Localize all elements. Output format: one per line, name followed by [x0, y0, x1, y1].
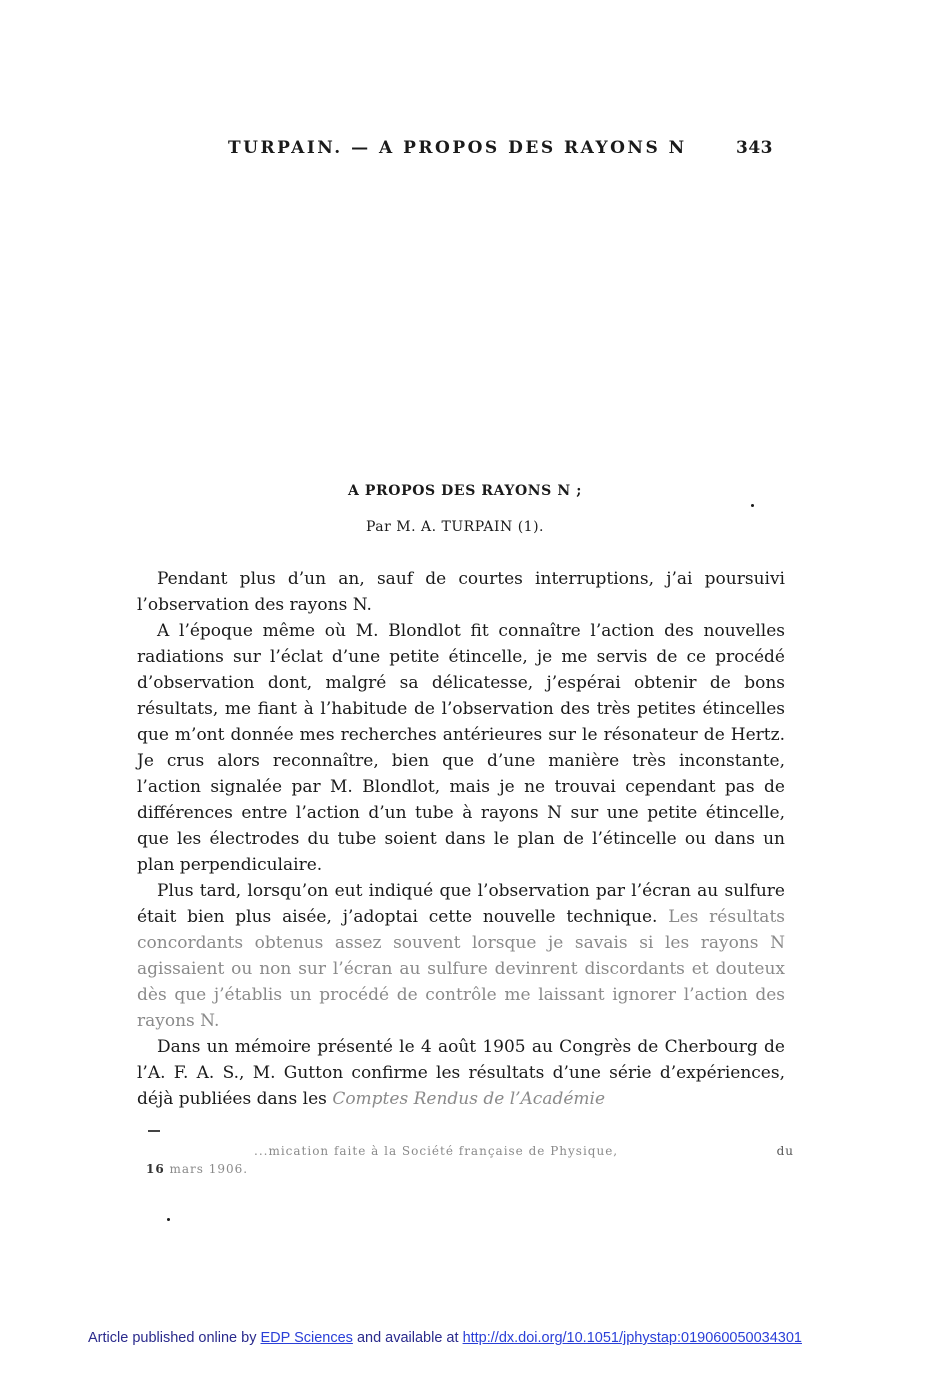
article-title: A PROPOS DES RAYONS N ;	[347, 483, 582, 499]
author-byline: Par M. A. TURPAIN	[366, 519, 513, 535]
footnote	[146, 1142, 794, 1178]
footnote-rule	[148, 1130, 160, 1132]
paragraph-2: A l’époque même où M. Blondlot fit connaître l’action des nouvelles radiations sur l’éclat d’une petite étincelle, je me servis de ce procédé d’observation dont, malgré sa délicatesse, j’espérai obtenir de bons résultats, me fiant à l’habitude de l’observation des très petites étincelles que m’ont donnée mes recherches antérieures sur le résonateur de Hertz. Je crus alors reconnaître, bien que d’une manière très inconstante, l’action signalée par M. Blondlot, mais je ne trouvai cependant pas de différences entre l’action d’un tube à rayons N sur une petite étincelle, que les électrodes du tube soient dans le plan de l’étincelle ou dans un plan perpendiculaire.	[137, 621, 785, 875]
publisher-prefix: Article published online by	[88, 1330, 261, 1346]
page-number: 343	[736, 138, 773, 158]
print-speck	[751, 504, 754, 507]
paragraph-1: Pendant plus d’un an, sauf de courtes interruptions, j’ai poursuivi l’observation des rayons N.	[137, 569, 785, 615]
article-body	[137, 566, 785, 1112]
paragraph-3-part-a: Plus tard, lorsqu’on eut indiqué que l’observation par l’écran au sulfure était bien plus aisée, j’adoptai cette nouvelle technique.	[137, 881, 785, 927]
running-head	[228, 138, 773, 162]
paragraph-4	[137, 1034, 785, 1112]
publisher-link[interactable]: EDP Sciences	[260, 1330, 353, 1346]
paragraph-4-journal-title: Comptes Rendus de l’Académie	[332, 1089, 606, 1109]
byline	[0, 519, 910, 535]
footnote-date-number: 16	[146, 1162, 165, 1176]
doi-link[interactable]: http://dx.doi.org/10.1051/jphystap:019060050034301	[462, 1330, 802, 1346]
footnote-text-a: ...mication faite à la Société française de Physique,	[254, 1144, 619, 1158]
footnote-date-rest: mars 1906.	[164, 1162, 249, 1176]
footnote-text-b: du	[776, 1144, 794, 1158]
footnote-line-1	[146, 1142, 794, 1160]
paragraph-3	[137, 878, 785, 1034]
publisher-footer	[0, 1330, 890, 1346]
print-speck	[167, 1218, 170, 1221]
paragraph-4-part-a: Dans un mémoire présenté le 4 août 1905 au Congrès de Cherbourg de l’A. F. A. S., M. Gutton confirme les résultats d’une série d’expériences, déjà publiées dans les	[137, 1037, 785, 1109]
footnote-line-2	[146, 1160, 794, 1178]
running-head-title: TURPAIN. — A PROPOS DES RAYONS N	[228, 138, 687, 158]
publisher-middle: and available at	[352, 1330, 463, 1346]
paragraph-3-part-b: Les résultats concordants obtenus assez souvent lorsque je savais si les rayons N agissaient ou non sur l’écran au sulfure devinrent discordants et douteux dès que j’établis un procédé de contrôle me laissant ignorer l’action des rayons N.	[137, 907, 785, 1031]
footnote-reference: (1).	[517, 519, 544, 535]
